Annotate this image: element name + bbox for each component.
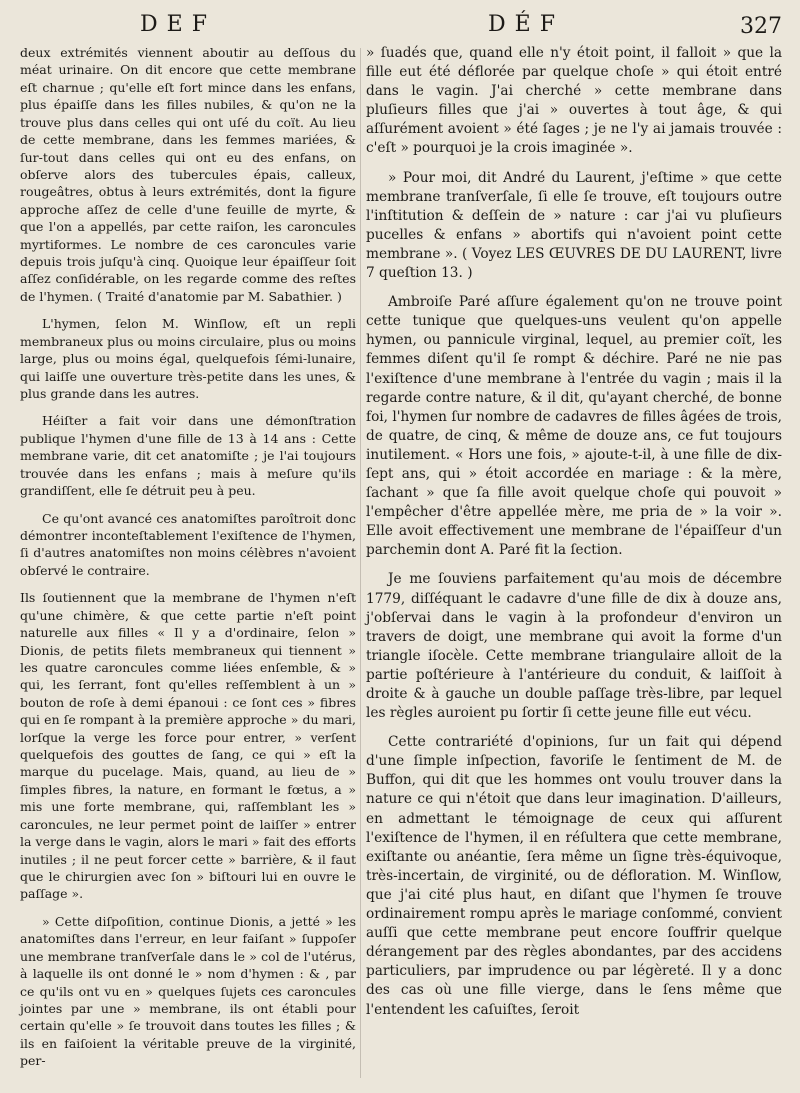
paragraph: » ſuadés que, quand elle n'y étoit point, il falloit » que la fille eut été déflorée par quelque choſe » qui étoit entré dans le vagin. J'ai cherché » cette membrane dans pluſieurs filles que j'ai » ouvertes à tout âge, & qui aſſurément avoient » été ſages ; je ne l'y ai jamais trouvée : c'eſt » pourquoi je la crois imaginée ».: [366, 45, 782, 157]
running-head-right: DÉF: [488, 12, 564, 37]
paragraph: Héiſter a fait voir dans une démonſtration publique l'hymen d'une fille de 13 à 14 ans : Cette membrane varie, dit cet anatomiſte ; je l'ai toujours trouvée dans les enfans ; mais à meſure qu'ils grandiſſent, elle ſe détruit peu à peu.: [20, 413, 356, 499]
left-column: [20, 44, 356, 1080]
paragraph: » Cette diſpoſition, continue Dionis, a jetté » les anatomiſtes dans l'erreur, en leur faiſant » ſuppoſer une membrane tranſverſale dans le » col de l'utérus, à laquelle ils ont donné le » nom d'hymen : & , par ce qu'ils ont vu en » quelques ſujets ces caroncules jointes par une » membrane, ils ont établi pour certain qu'elle » ſe trouvoit dans toutes les filles ; & ils en faiſoient la véritable preuve de la virginité, per-: [20, 913, 356, 1069]
paragraph: Ambroiſe Paré aſſure également qu'on ne trouve point cette tunique que quelques-uns veulent qu'on appelle hymen, ou pannicule virginal, lequel, au premier coït, les femmes diſent qu'il ſe rompt & déchire. Paré ne nie pas l'exiſtence d'une membrane à l'entrée du vagin ; mais il la regarde contre nature, & il dit, qu'ayant cherché, de bonne foi, l'hymen ſur nombre de cadavres de filles âgées de trois, de quatre, de cinq, & même de douze ans, ce fut toujours inutilement. « Hors une fois, » ajoute-t-il, à une fille de dix-ſept ans, qui » étoit accordée en mariage : & la mère, ſachant » que ſa fille avoit quelque choſe qui pouvoit » l'empêcher d'être appellée mère, me pria de » la voir ». Elle avoit effectivement une membrane de l'épaiſſeur d'un parchemin dont A. Paré fit la ſection.: [366, 294, 782, 559]
page-number: 327: [740, 14, 782, 39]
paragraph: Cette contrariété d'opinions, ſur un fait qui dépend d'une ſimple inſpection, favoriſe le ſentiment de M. de Buffon, qui dit que les hommes ont voulu trouver dans la nature ce qui n'étoit que dans leur imagination. D'ailleurs, en admettant le témoignage de ceux qui aſſurent l'exiſtence de l'hymen, il en réſultera que cette membrane, exiſtante ou anéantie, ſera même un ſigne très-équivoque, très-incertain, de virginité, ou de défloration. M. Winſlow, que j'ai cité plus haut, en diſant que l'hymen ſe trouve ordinairement rompu après le mariage conſommé, convient auſſi que cette membrane peut encore ſouffrir quelque dérangement par des règles abondantes, par des accidens particuliers, par imprudence ou par légèreté. Il y a donc des cas où une fille vierge, dans le ſens même que l'entendent les caſuiſtes, ſeroit: [366, 734, 782, 1018]
paragraph: Ils ſoutiennent que la membrane de l'hymen n'eſt qu'une chimère, & que cette partie n'eſt point naturelle aux filles « Il y a d'ordinaire, ſelon » Dionis, de petits filets membraneux qui tiennent » les quatre caroncules comme liées enſemble, & » qui, les ſerrant, font qu'elles reſſemblent à un » bouton de roſe à demi épanoui : ce ſont ces » fibres qui en ſe rompant à la première approche » du mari, lorſque la verge les force pour entrer, » verſent quelquefois des gouttes de ſang, ce qui » eſt la marque du pucelage. Mais, quand, au lieu de » ſimples fibres, la nature, en formant le fœtus, a » mis une forte membrane, qui, raſſemblant les » caroncules, ne leur permet point de laiſſer » entrer la verge dans le vagin, alors le mari » fait des efforts inutiles ; il ne peut forcer cette » barrière, & il faut que le chirurgien avec ſon » biſtouri lui en ouvre le paſſage ».: [20, 590, 356, 902]
paragraph: L'hymen, ſelon M. Winſlow, eſt un repli membraneux plus ou moins circulaire, plus ou moins large, plus ou moins égal, quelquefois ſémi-lunaire, qui laiſſe une ouverture très-petite dans les unes, & plus grande dans les autres.: [20, 316, 356, 402]
paragraph: Je me ſouviens parfaitement qu'au mois de décembre 1779, diſſéquant le cadavre d'une fille de dix à douze ans, j'obſervai dans le vagin à la profondeur d'environ un travers de doigt, une membrane qui avoit la forme d'un triangle iſocèle. Cette membrane triangulaire alloit de la partie poſtérieure à l'antérieure du conduit, & laiſſoit à droite & à gauche un double paſſage très-libre, par lequel les règles auroient pu ſortir ſi cette jeune fille eut vécu.: [366, 571, 782, 722]
paragraph: Ce qu'ont avancé ces anatomiſtes paroîtroit donc démontrer inconteſtablement l'exiſtence de l'hymen, ſi d'autres anatomiſtes non moins célèbres n'avoient obſervé le contraire.: [20, 510, 356, 578]
running-head-left: DEF: [140, 12, 216, 37]
right-column: [366, 44, 782, 1030]
column-divider: [360, 48, 361, 1078]
paragraph: » Pour moi, dit André du Laurent, j'eſtime » que cette membrane tranſverſale, ſi elle ſe trouve, eſt toujours outre l'inſtitution & deſſein de » nature : car j'ai vu pluſieurs pucelles & enfans » abortifs qui n'avoient point cette membrane ». ( Voyez LES ŒUVRES DE DU LAURENT, livre 7 queſtion 13. ): [366, 169, 782, 282]
paragraph: deux extrémités viennent aboutir au deſſous du méat urinaire. On dit encore que cette membrane eſt charnue ; qu'elle eſt fort mince dans les enfans, plus épaiſſe dans les filles nubiles, & qu'on ne la trouve plus dans celles qui ont uſé du coït. Au lieu de cette membrane, dans les femmes mariées, & ſur-tout dans celles qui ont eu des enfans, on obſerve alors des tubercules épais, calleux, rougeâtres, obtus à leurs extrémités, dont la figure approche aſſez de celle d'une feuille de myrte, & que l'on a appellés, par cette raiſon, les caroncules myrtiformes. Le nombre de ces caroncules varie depuis trois juſqu'à cinq. Quoique leur épaiſſeur ſoit aſſez conſidérable, on les regarde comme des reſtes de l'hymen. ( Traité d'anatomie par M. Sabathier. ): [20, 45, 356, 304]
